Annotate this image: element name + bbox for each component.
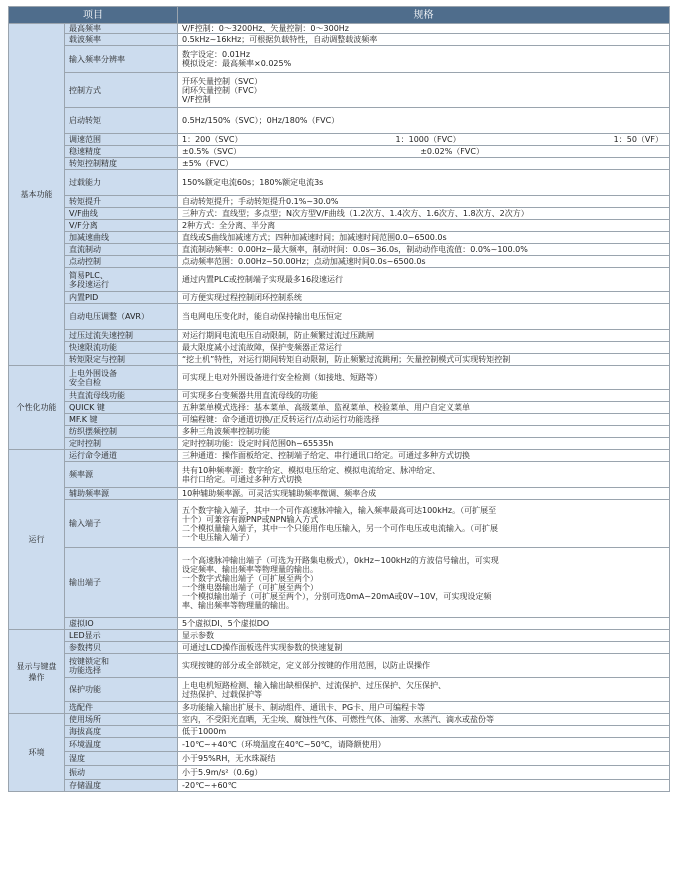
value-cell: 10种辅助频率源。可灵活实现辅助频率微调、频率合成 <box>178 488 670 500</box>
value-cell: 5个虚拟DI、5个虚拟DO <box>178 618 670 630</box>
item-cell: 共直流母线功能 <box>65 390 178 402</box>
item-cell: 载波频率 <box>65 34 178 46</box>
table-row <box>9 196 670 208</box>
table-row <box>9 244 670 256</box>
category-cell: 基本功能 <box>9 24 65 366</box>
item-cell: 频率源 <box>65 462 178 488</box>
item-cell: 转矩限定与控制 <box>65 354 178 366</box>
value-cell: 五个数字输入端子，其中一个可作高速脉冲输入，输入频率最高可达100kHz。（可扩展至 十个）可兼容有源PNP或NPN输入方式 二个模拟量输入端子，其中一个只能用作电压输入，另一个可作电压或电流输入。（可扩展 一个电压输入端子） <box>178 500 670 548</box>
value-cell: 0.5kHz~16kHz；可根据负载特性，自动调整载波频率 <box>178 34 670 46</box>
value-trio <box>182 147 667 156</box>
item-cell: 保护功能 <box>65 678 178 702</box>
category-cell: 显示与键盘操作 <box>9 630 65 714</box>
item-cell: 最高频率 <box>65 24 178 34</box>
table-row <box>9 780 670 792</box>
value-cell: 自动转矩提升；手动转矩提升0.1%~30.0% <box>178 196 670 208</box>
table-row <box>9 702 670 714</box>
value-cell: ±5%（FVC） <box>178 158 670 170</box>
table-row <box>9 426 670 438</box>
spec-table-body <box>9 24 670 792</box>
value-cell: -10℃~+40℃（环境温度在40℃~50℃，请降额使用） <box>178 738 670 752</box>
value-cell: 150%额定电流60s；180%额定电流3s <box>178 170 670 196</box>
value-cell: 可通过LCD操作面板选件实现参数的快速复制 <box>178 642 670 654</box>
item-cell: 湿度 <box>65 752 178 766</box>
table-row <box>9 390 670 402</box>
table-row <box>9 738 670 752</box>
table-row <box>9 34 670 46</box>
value-cell: 最大限度减小过流故障，保护变频器正常运行 <box>178 342 670 354</box>
item-cell: 上电外围设备 安全自检 <box>65 366 178 390</box>
table-row <box>9 292 670 304</box>
value-cell: 对运行期间电流电压自动限制，防止频繁过流过压跳闸 <box>178 330 670 342</box>
table-row <box>9 220 670 232</box>
value-cell: V/F控制：0～3200Hz、矢量控制：0～300Hz <box>178 24 670 34</box>
table-row <box>9 304 670 330</box>
item-cell: 加减速曲线 <box>65 232 178 244</box>
item-cell: 按键锁定和 功能选择 <box>65 654 178 678</box>
item-cell: 振动 <box>65 766 178 780</box>
value-cell: 当电网电压变化时，能自动保持输出电压恒定 <box>178 304 670 330</box>
item-cell: 输出端子 <box>65 548 178 618</box>
table-row <box>9 208 670 220</box>
item-cell: 纺织摆频控制 <box>65 426 178 438</box>
value-cell: -20℃~+60℃ <box>178 780 670 792</box>
table-row <box>9 766 670 780</box>
item-cell: 辅助频率源 <box>65 488 178 500</box>
table-row <box>9 500 670 548</box>
item-cell: 稳速精度 <box>65 146 178 158</box>
item-cell: 直流制动 <box>65 244 178 256</box>
item-cell: QUICK 键 <box>65 402 178 414</box>
table-row <box>9 170 670 196</box>
value-cell: 可实现多台变频器共用直流母线的功能 <box>178 390 670 402</box>
table-row <box>9 678 670 702</box>
value-part: 1：200（SVC） <box>182 135 243 144</box>
table-row <box>9 330 670 342</box>
spec-table-container <box>8 6 669 792</box>
value-cell: 上电电机短路检测、输入输出缺相保护、过流保护、过压保护、欠压保护、 过热保护、过载保护等 <box>178 678 670 702</box>
value-cell: 定时控制功能：设定时间范围0h~65535h <box>178 438 670 450</box>
table-row <box>9 146 670 158</box>
value-cell: 小于95%RH，无水珠凝结 <box>178 752 670 766</box>
value-cell: 可编程键：命令通道切换/正反转运行/点动运行功能选择 <box>178 414 670 426</box>
value-part: 1：1000（FVC） <box>395 135 461 144</box>
value-cell: 开环矢量控制（SVC） 闭环矢量控制（FVC） V/F控制 <box>178 73 670 108</box>
item-cell: 选配件 <box>65 702 178 714</box>
value-cell: 数字设定：0.01Hz 模拟设定：最高频率×0.025% <box>178 46 670 73</box>
value-cell: 可实现上电对外围设备进行安全检测（如接地、短路等） <box>178 366 670 390</box>
table-row <box>9 73 670 108</box>
item-cell: V/F曲线 <box>65 208 178 220</box>
item-cell: 参数拷贝 <box>65 642 178 654</box>
value-part: ±0.5%（SVC） <box>182 147 242 156</box>
value-cell: 室内，不受阳光直晒，无尘埃、腐蚀性气体、可燃性气体、油雾、水蒸汽、滴水或盐份等 <box>178 714 670 726</box>
item-cell: 点动控制 <box>65 256 178 268</box>
value-cell: “挖土机”特性，对运行期间转矩自动限制，防止频繁过流跳闸；矢量控制模式可实现转矩控制 <box>178 354 670 366</box>
value-part: 1：50（VF） <box>613 135 663 144</box>
item-cell: 使用场所 <box>65 714 178 726</box>
category-cell: 环境 <box>9 714 65 792</box>
table-row <box>9 46 670 73</box>
value-cell: 0.5Hz/150%（SVC）；0Hz/180%（FVC） <box>178 108 670 134</box>
value-cell: 三种通道：操作面板给定、控制端子给定、串行通讯口给定。可通过多种方式切换 <box>178 450 670 462</box>
table-row <box>9 654 670 678</box>
table-row <box>9 630 670 642</box>
category-cell: 个性化功能 <box>9 366 65 450</box>
item-cell: 转矩控制精度 <box>65 158 178 170</box>
header-spec: 规格 <box>178 7 670 24</box>
table-row <box>9 462 670 488</box>
table-row <box>9 450 670 462</box>
table-row <box>9 256 670 268</box>
value-trio <box>182 135 667 144</box>
value-part: ±0.02%（FVC） <box>420 147 484 156</box>
item-cell: 虚拟IO <box>65 618 178 630</box>
table-row <box>9 402 670 414</box>
item-cell: 过压过流失速控制 <box>65 330 178 342</box>
item-cell: LED显示 <box>65 630 178 642</box>
value-cell <box>178 146 670 158</box>
item-cell: MF.K 键 <box>65 414 178 426</box>
table-header-row <box>9 7 670 24</box>
value-cell: 五种菜单模式选择：基本菜单、高级菜单、监视菜单、校验菜单、用户自定义菜单 <box>178 402 670 414</box>
table-row <box>9 134 670 146</box>
value-cell: 直流制动频率：0.00Hz~最大频率，制动时间：0.0s~36.0s，制动动作电流值：0.0%~100.0% <box>178 244 670 256</box>
item-cell: 存储温度 <box>65 780 178 792</box>
table-row <box>9 158 670 170</box>
value-cell: 低于1000m <box>178 726 670 738</box>
table-row <box>9 232 670 244</box>
item-cell: 海拔高度 <box>65 726 178 738</box>
item-cell: 环境温度 <box>65 738 178 752</box>
item-cell: 定时控制 <box>65 438 178 450</box>
item-cell: 调速范围 <box>65 134 178 146</box>
item-cell: 转矩提升 <box>65 196 178 208</box>
value-cell <box>178 134 670 146</box>
table-row <box>9 726 670 738</box>
value-cell: 可方便实现过程控制闭环控制系统 <box>178 292 670 304</box>
value-cell: 点动频率范围：0.00Hz~50.00Hz；点动加减速时间0.0s~6500.0s <box>178 256 670 268</box>
item-cell: 输入频率分辨率 <box>65 46 178 73</box>
value-cell: 通过内置PLC或控制端子实现最多16段速运行 <box>178 268 670 292</box>
item-cell: 运行命令通道 <box>65 450 178 462</box>
table-row <box>9 618 670 630</box>
value-cell: 小于5.9m/s²（0.6g） <box>178 766 670 780</box>
table-row <box>9 438 670 450</box>
table-row <box>9 268 670 292</box>
category-cell: 运行 <box>9 450 65 630</box>
table-row <box>9 366 670 390</box>
item-cell: 简易PLC、 多段速运行 <box>65 268 178 292</box>
value-cell: 显示参数 <box>178 630 670 642</box>
item-cell: 快速限流功能 <box>65 342 178 354</box>
spec-table <box>8 6 670 792</box>
item-cell: 内置PID <box>65 292 178 304</box>
item-cell: V/F分离 <box>65 220 178 232</box>
item-cell: 自动电压调整（AVR） <box>65 304 178 330</box>
value-cell: 多功能输入输出扩展卡、制动组件、通讯卡、PG卡、用户可编程卡等 <box>178 702 670 714</box>
table-row <box>9 24 670 34</box>
item-cell: 过载能力 <box>65 170 178 196</box>
value-cell: 一个高速脉冲输出端子（可选为开路集电极式），0kHz~100kHz的方波信号输出，可实现 设定频率、输出频率等物理量的输出。 一个数字式输出端子（可扩展至两个） 一个继电器输出端子（可扩展至两个） 一个模拟输出端子（可扩展至两个），分别可选0mA~20mA或0V~10V，可实现设定频 率、输出频率等物理量的输出。 <box>178 548 670 618</box>
table-row <box>9 714 670 726</box>
header-item: 项目 <box>9 7 178 24</box>
value-cell: 2种方式：全分离、半分离 <box>178 220 670 232</box>
table-row <box>9 548 670 618</box>
value-cell: 直线或S曲线加减速方式；四种加减速时间；加减速时间范围0.0~6500.0s <box>178 232 670 244</box>
item-cell: 输入端子 <box>65 500 178 548</box>
item-cell: 控制方式 <box>65 73 178 108</box>
table-row <box>9 354 670 366</box>
value-cell: 多种三角波频率控制功能 <box>178 426 670 438</box>
table-row <box>9 642 670 654</box>
table-row <box>9 752 670 766</box>
value-cell: 共有10种频率源：数字给定、模拟电压给定、模拟电流给定、脉冲给定、 串行口给定。可通过多种方式切换 <box>178 462 670 488</box>
item-cell: 启动转矩 <box>65 108 178 134</box>
table-row <box>9 414 670 426</box>
value-cell: 实现按键的部分或全部锁定，定义部分按键的作用范围，以防止误操作 <box>178 654 670 678</box>
value-cell: 三种方式：直线型；多点型；N次方型V/F曲线（1.2次方、1.4次方、1.6次方、1.8次方、2次方） <box>178 208 670 220</box>
table-row <box>9 488 670 500</box>
table-row <box>9 342 670 354</box>
table-row <box>9 108 670 134</box>
